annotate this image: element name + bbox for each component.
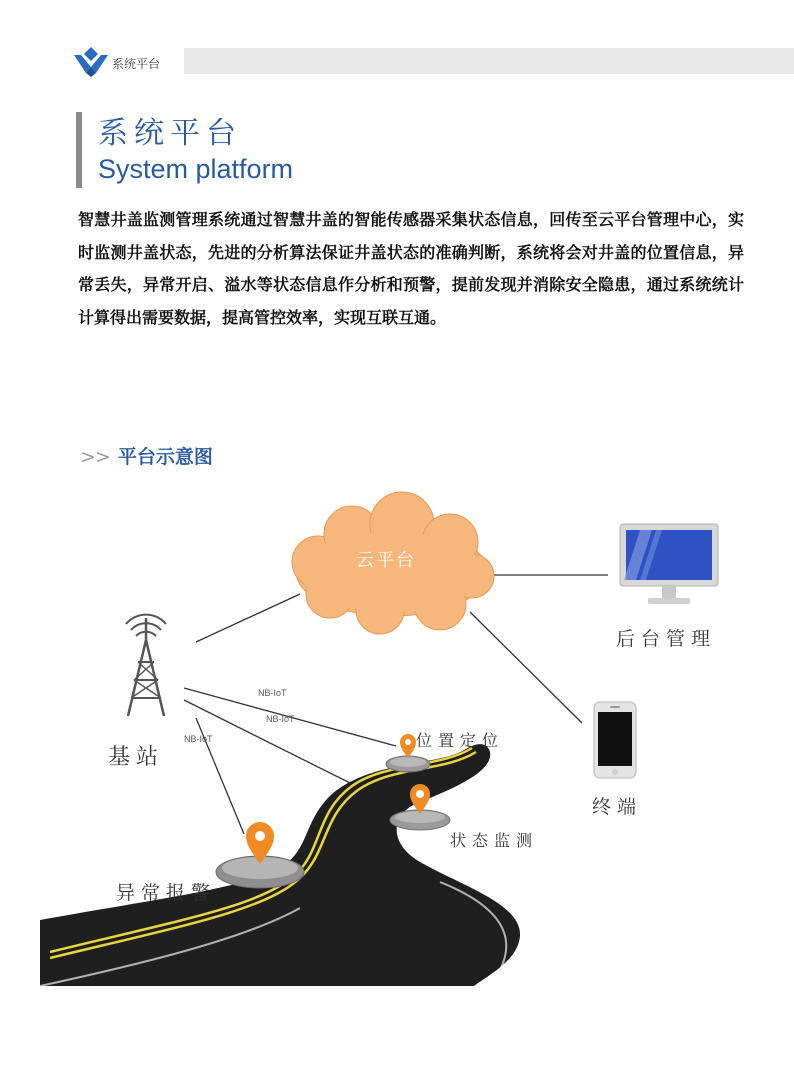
alarm-label: 异常报警 — [116, 882, 217, 904]
link-cloud-terminal — [470, 612, 582, 723]
section-title-chinese: 系统平台 — [98, 116, 242, 151]
header-bar — [184, 48, 794, 74]
platform-diagram — [0, 490, 794, 1000]
monitor-icon — [620, 524, 718, 604]
nb-iot-label-2: NB-IoT — [266, 714, 295, 724]
alarm-manhole-icon — [216, 822, 304, 888]
page-header — [0, 0, 794, 90]
link-tower-cloud — [196, 594, 300, 642]
intro-paragraph: 智慧井盖监测管理系统通过智慧井盖的智能传感器采集状态信息，回传至云平台管理中心，实时监测井盖状态，先进的分析算法保证井盖状态的准确判断，系统将会对井盖的位置信息，异常丢失，异常开启、溢水等状态信息作分析和预警，提前发现并消除安全隐患，通过系统统计计算得出需要数据，提高管控效率，实现互联互通。 — [78, 210, 744, 327]
cloud-platform-label: 云平台 — [356, 550, 416, 571]
location-label: 位置定位 — [416, 731, 505, 750]
phone-icon — [594, 702, 636, 778]
tower-icon — [126, 615, 166, 716]
diagram-heading — [80, 442, 213, 469]
chevron-right-icon: >> — [80, 446, 110, 468]
base-station-label: 基站 — [108, 745, 165, 770]
diagram-heading-text: 平台示意图 — [117, 446, 213, 468]
terminal-label: 终端 — [592, 796, 643, 818]
section-title-english: System platform — [98, 154, 294, 184]
backend-label: 后台管理 — [616, 628, 717, 650]
status-monitor-label: 状态监测 — [450, 831, 539, 850]
nb-iot-label-3: NB-IoT — [184, 734, 213, 744]
company-logo-icon — [74, 47, 108, 77]
header-section-label: 系统平台 — [112, 57, 161, 71]
nb-iot-label-1: NB-IoT — [258, 688, 287, 698]
section-title — [76, 112, 293, 188]
